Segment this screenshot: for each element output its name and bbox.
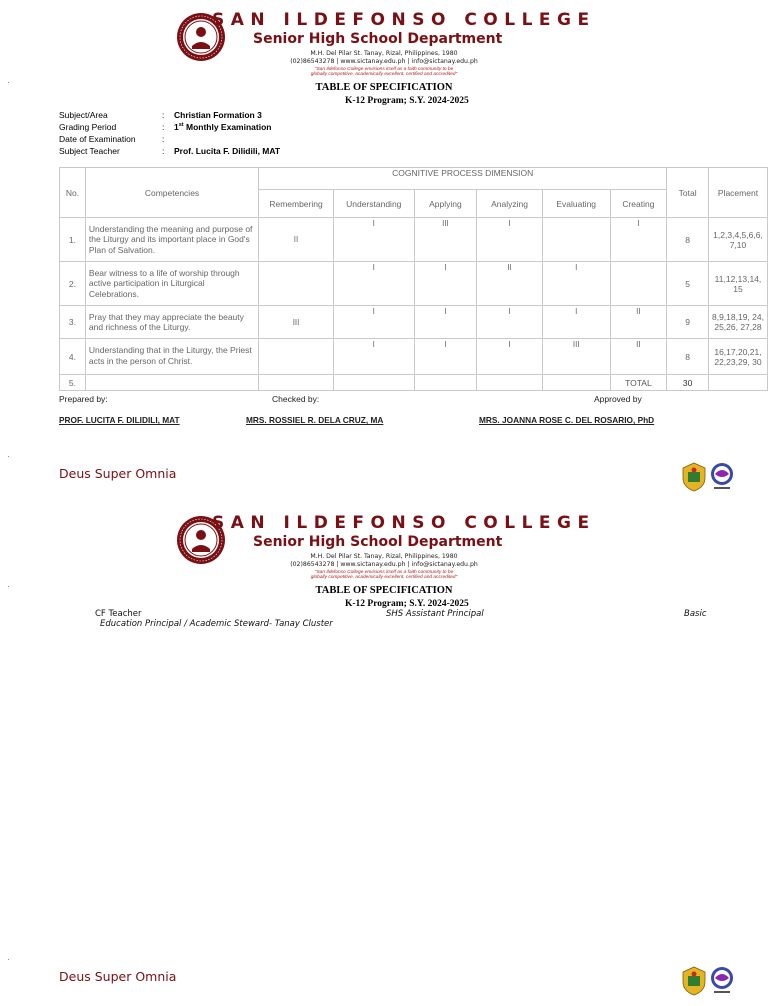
tally-creating: II [610,339,667,375]
tally-applying: I [414,262,477,306]
school-crest-icon [681,462,707,492]
info-label: Date of Examination [59,134,136,144]
tally-applying: I [414,339,477,375]
cf-teacher-label: CF Teacher [95,609,142,619]
table-row [60,218,768,262]
vision-statement [0,67,768,78]
approved-by-label: Approved by [594,394,642,404]
header-creating: Creating [610,190,667,218]
competency: Understanding that in the Liturgy, the Priest acts in the person of Christ. [85,339,258,375]
tally-evaluating: I [542,262,610,306]
info-value-subject: Christian Formation 3 [174,110,262,120]
info-label: Subject/Area [59,110,108,120]
department-name: Senior High School Department [253,31,503,47]
tally-understanding: I [333,218,414,262]
vision-line-1: "San Ildefonso College envisions itself as a faith community to be [314,67,454,72]
header-total: Total [667,168,709,218]
header-cognitive-dimension: COGNITIVE PROCESS DIMENSION [259,168,667,190]
tally-applying: III [414,218,477,262]
tally-evaluating [542,218,610,262]
row-number: 3. [60,306,86,339]
footer-motto: Deus Super Omnia [59,969,177,984]
table-row [60,339,768,375]
row-number: 5. [60,375,86,391]
vision-line-1: "San Ildefonso College envisions itself as a faith community to be [314,570,454,575]
competency: Understanding the meaning and purpose of the Liturgy and its important place in God's Plan of Salvation. [85,218,258,262]
header-competencies: Competencies [85,168,258,218]
tally-creating: II [610,306,667,339]
header-analyzing: Analyzing [477,190,543,218]
tally-understanding: I [333,339,414,375]
placement: 1,2,3,4,5,6,6, 7,10 [708,218,767,262]
college-address: M.H. Del Pilar St. Tanay, Rizal, Philippines, 1980 [310,553,458,560]
table-row [60,306,768,339]
margin-dot: · [7,582,10,591]
tally-remembering: III [259,306,334,339]
header-understanding: Understanding [333,190,414,218]
placement: 16,17,20,21, 22,23,29, 30 [708,339,767,375]
college-address: M.H. Del Pilar St. Tanay, Rizal, Philippines, 1980 [310,50,458,57]
header-placement: Placement [708,168,767,218]
table-of-specification [59,167,768,391]
info-label: Grading Period [59,122,117,132]
info-value-teacher: Prof. Lucita F. Dilidili, MAT [174,146,281,156]
college-contact: (02)86543278 | www.sictanay.edu.ph | info@sictanay.edu.ph [290,58,478,65]
header-evaluating: Evaluating [542,190,610,218]
vision-line-2: globally competitive, academically excellent, certified and accredited" [310,575,458,581]
page1-header [0,0,768,112]
row-total: 8 [667,218,709,262]
placement: 11,12,13,14, 15 [708,262,767,306]
college-name: SAN ILDEFONSO COLLEGE [212,10,596,30]
prepared-by-label: Prepared by: [59,394,108,404]
tally-understanding: I [333,262,414,306]
header-remembering: Remembering [259,190,334,218]
education-principal-label: Education Principal / Academic Steward- Tanay Cluster [100,619,333,629]
shs-assistant-principal-label: SHS Assistant Principal [386,609,484,619]
placement: 8,9,18,19, 24, 25,26, 27,28 [708,306,767,339]
document-title: TABLE OF SPECIFICATION [315,585,453,596]
competency: Pray that they may appreciate the beauty and richness of the Liturgy. [85,306,258,339]
margin-dot: · [7,955,10,964]
prepared-by-name: PROF. LUCITA F. DILIDILI, MAT [59,415,180,425]
row-total: 5 [667,262,709,306]
tally-evaluating: III [542,339,610,375]
total-label: TOTAL [610,375,667,391]
row-number: 4. [60,339,86,375]
basic-label: Basic [684,609,707,619]
row-number: 1. [60,218,86,262]
margin-dot: · [7,78,10,87]
program-line: K-12 Program; S.Y. 2024-2025 [345,96,469,106]
table-total-row [60,375,768,391]
tally-analyzing: I [477,306,543,339]
checked-by-label: Checked by: [272,394,320,404]
college-name: SAN ILDEFONSO COLLEGE [212,513,596,533]
tally-creating: I [610,218,667,262]
competency: Bear witness to a life of worship through active participation in Liturgical Celebrations. [85,262,258,306]
info-label: Subject Teacher [59,146,120,156]
accreditation-logo-icon [709,966,735,996]
tally-analyzing: I [477,339,543,375]
program-line: K-12 Program; S.Y. 2024-2025 [345,599,469,609]
row-total: 8 [667,339,709,375]
tally-analyzing: I [477,218,543,262]
table-row [60,262,768,306]
tally-evaluating: I [542,306,610,339]
tally-creating [610,262,667,306]
tally-analyzing: II [477,262,543,306]
info-value-grading-period: 1st Monthly Examination [174,122,272,132]
approved-by-name: MRS. JOANNA ROSE C. DEL ROSARIO, PhD [479,415,655,425]
row-total: 9 [667,306,709,339]
school-crest-icon [681,966,707,996]
tally-understanding: I [333,306,414,339]
tally-remembering [259,339,334,375]
page2-header [0,503,768,615]
row-number: 2. [60,262,86,306]
college-contact: (02)86543278 | www.sictanay.edu.ph | info@sictanay.edu.ph [290,561,478,568]
header-applying: Applying [414,190,477,218]
tally-remembering: II [259,218,334,262]
header-no: No. [60,168,86,218]
tally-remembering [259,262,334,306]
vision-statement [0,570,768,581]
grand-total: 30 [667,375,709,391]
footer-motto: Deus Super Omnia [59,466,177,481]
vision-line-2: globally competitive, academically excellent, certified and accredited" [310,72,458,78]
department-name: Senior High School Department [253,534,503,550]
document-title: TABLE OF SPECIFICATION [315,82,453,93]
checked-by-name: MRS. ROSSIEL R. DELA CRUZ, MA [246,415,384,425]
accreditation-logo-icon [709,462,735,492]
margin-dot: · [7,452,10,461]
tally-applying: I [414,306,477,339]
